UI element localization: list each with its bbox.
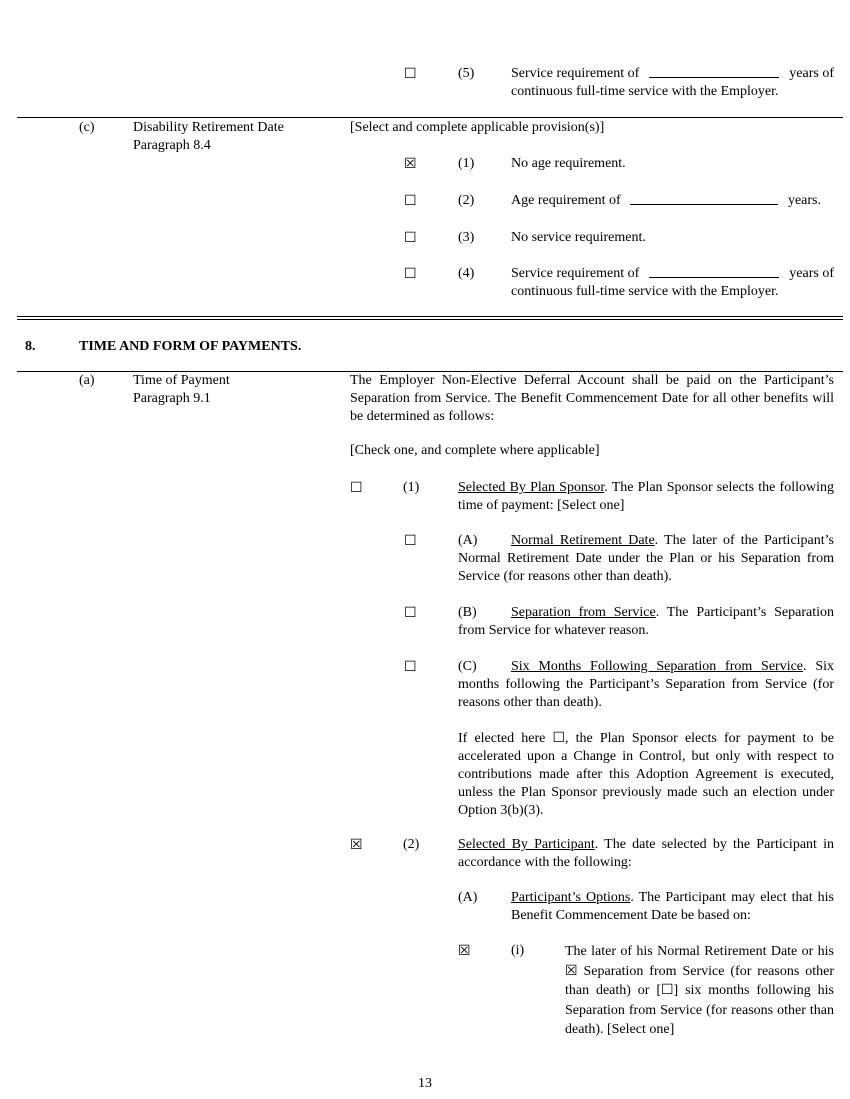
blank-field[interactable]: [630, 192, 778, 205]
title-line: Disability Retirement Date: [133, 120, 284, 135]
item-number: (5): [458, 66, 475, 81]
title-line: Time of Payment: [133, 373, 230, 388]
sub-title: Participant’s Options: [511, 890, 631, 905]
participant-options: [511, 889, 834, 925]
sub-option-separation: [458, 604, 834, 640]
sub-number: (A): [458, 890, 478, 905]
sub-text: . The Participant may elect that his Benefit Commencement Date be based on:: [511, 890, 834, 923]
option-title: Selected By Plan Sponsor: [458, 480, 605, 495]
item-text: No age requirement.: [511, 156, 626, 171]
checkbox-c3[interactable]: ☐: [404, 230, 417, 246]
section-letter: (c): [79, 120, 95, 135]
sub-text: . The Participant’s Separation from Service for whatever reason.: [458, 605, 834, 638]
item-number: (3): [458, 230, 475, 245]
accel-text-post: , the Plan Sponsor elects for payment to be accelerated upon a Change in Control, but only with respect to contributions made after this Adoption Agreement is executed, unless the Plan Sponsor previously made such an election under Option 3(b)(3).: [458, 731, 834, 818]
sub-option-normal-retirement: [458, 532, 834, 586]
intro-paragraph: The Employer Non-Elective Deferral Account shall be paid on the Participant’s Separation from Service. The Benefit Commencement Date for all other benefits will be determined as follows:: [350, 373, 834, 424]
section-heading: TIME AND FORM OF PAYMENTS.: [79, 339, 302, 354]
item-number: (2): [458, 193, 475, 208]
option-participant: [458, 836, 834, 872]
item-number: (1): [403, 480, 420, 495]
sub-text: . Six months following the Participant’s Separation from Service (for reasons other than death).: [458, 659, 834, 710]
item-number: (1): [458, 156, 475, 171]
option-title: Selected By Participant: [458, 837, 595, 852]
checkbox-c1[interactable]: ☒: [404, 156, 417, 172]
checkbox-b5[interactable]: ☐: [404, 66, 417, 82]
checkbox-separation[interactable]: ☒: [565, 962, 578, 979]
paragraph-ref: Paragraph 8.4: [133, 138, 211, 153]
service-requirement-b5: [511, 65, 834, 101]
item-number: (2): [403, 837, 420, 852]
instruction: [Select and complete applicable provision(s)]: [350, 120, 605, 135]
text-post: years of: [789, 66, 834, 81]
text-pre: Service requirement of: [511, 66, 640, 81]
section-title: [133, 119, 284, 155]
option-plan-sponsor: [458, 479, 834, 515]
text-pre: Service requirement of: [511, 266, 640, 281]
checkbox-opt2-i[interactable]: ☒: [458, 943, 471, 959]
service-requirement-c4: [511, 265, 834, 301]
checkbox-accel[interactable]: ☐: [552, 730, 566, 746]
section-divider: [17, 117, 843, 118]
subi-text-2: Separation from Service (for reasons other than death) or [: [565, 963, 834, 998]
text-pre: Age requirement of: [511, 193, 621, 208]
sub-title: Separation from Service: [511, 605, 656, 620]
blank-field[interactable]: [649, 65, 779, 78]
paragraph-ref: Paragraph 9.1: [133, 391, 211, 406]
checkbox-opt1-a[interactable]: ☐: [404, 533, 417, 549]
sub-number: (A): [458, 533, 478, 548]
checkbox-c4[interactable]: ☐: [404, 266, 417, 282]
acceleration-election: [458, 729, 834, 820]
subi-text-1: The later of his Normal Retirement Date or his: [565, 944, 834, 959]
option-text: . The Plan Sponsor selects the following time of payment: [Select one]: [458, 480, 834, 513]
subi-text-3: ] six months following his Separation from Service (for reasons other than death). [Select one]: [565, 983, 834, 1037]
sub-number: (B): [458, 605, 477, 620]
checkbox-opt1-b[interactable]: ☐: [404, 605, 417, 621]
checkbox-opt2[interactable]: ☒: [350, 837, 363, 853]
sub-option-six-months: [458, 658, 834, 712]
instruction: [Check one, and complete where applicable]: [350, 443, 600, 458]
checkbox-six-months[interactable]: ☐: [660, 982, 674, 998]
section-title: [133, 372, 230, 408]
blank-field[interactable]: [649, 265, 779, 278]
text-post: years.: [787, 193, 821, 208]
sub-number: (i): [511, 943, 525, 958]
sub-title: Six Months Following Separation from Service: [511, 659, 804, 674]
later-of-option: [565, 942, 834, 1040]
option-text: . The date selected by the Participant in accordance with the following:: [458, 837, 834, 870]
text-line2: continuous full-time service with the Employer.: [511, 284, 779, 299]
section-divider-double: [17, 316, 843, 320]
text-line2: continuous full-time service with the Employer.: [511, 84, 779, 99]
sub-number: (C): [458, 659, 477, 674]
section-letter: (a): [79, 373, 95, 388]
sub-title: Normal Retirement Date: [511, 533, 655, 548]
sub-text: . The later of the Participant’s Normal Retirement Date under the Plan or his Separation from Service (for reasons other than death).: [458, 533, 834, 584]
checkbox-opt1-c[interactable]: ☐: [404, 659, 417, 675]
section-number: 8.: [25, 339, 36, 354]
accel-text-pre: If elected here: [458, 731, 553, 746]
text-post: years of: [789, 266, 834, 281]
checkbox-c2[interactable]: ☐: [404, 193, 417, 209]
item-number: (4): [458, 266, 475, 281]
checkbox-opt1[interactable]: ☐: [350, 480, 363, 496]
age-requirement: [511, 192, 821, 210]
item-text: No service requirement.: [511, 230, 646, 245]
page-number: 13: [418, 1076, 432, 1091]
